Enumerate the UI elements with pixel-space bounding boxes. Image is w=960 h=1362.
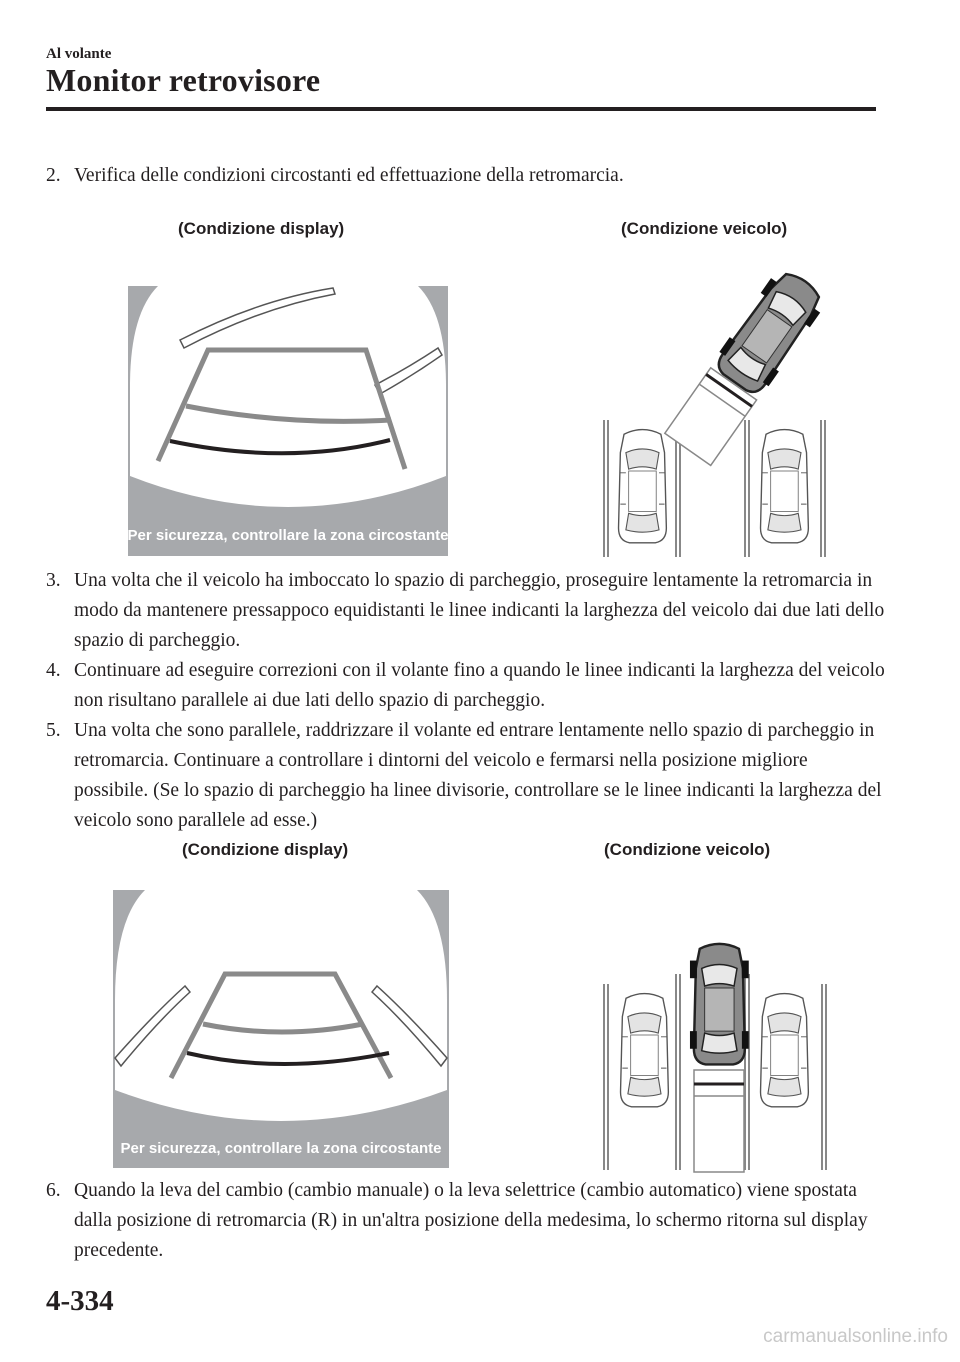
figure-1 [0,215,960,560]
display-screen-2 [113,890,449,1168]
step-number: 2. [46,165,61,186]
step-5 [46,716,886,836]
parked-car-right [761,994,809,1107]
caption-display-condition: (Condizione display) [178,219,345,238]
page-number: 4-334 [46,1285,114,1317]
vehicle-diagram-2 [596,934,841,1174]
display-screen-1 [128,286,448,556]
step-text: Continuare ad eseguire correzioni con il volante fino a quando le linee indicanti la larghezza del veicolo non risultano parallele ai due lati dello spazio di parcheggio. [74,660,885,711]
vehicle-diagram-1 [596,255,841,560]
parked-car-left [621,994,669,1107]
figure-2 [0,834,960,1170]
screen-warning-text: Per sicurezza, controllare la zona circostante [128,527,448,544]
parked-car-left [619,430,667,543]
page-title: Monitor retrovisore [46,62,321,98]
step-number: 6. [46,1180,61,1201]
reversing-car [663,264,830,466]
step-number: 4. [46,660,61,681]
section-heading: Al volante [46,46,112,62]
step-text: Una volta che sono parallele, raddrizzare il volante ed entrare lentamente nello spazio di parcheggio in retromarcia. Continuare a controllare i dintorni del veicolo e fermarsi nella posizione migliore possibile. (Se lo spazio di parcheggio ha linee divisorie, controllare se le linee indicanti la larghezza del veicolo sono parallele ad esse.) [74,720,882,831]
title-rule [46,107,876,111]
reversing-car [690,944,749,1065]
step-2 [46,161,886,191]
step-3 [46,566,886,656]
caption-display-condition: (Condizione display) [182,840,349,859]
step-number: 5. [46,720,61,741]
parked-car-right [761,430,809,543]
screen-warning-text: Per sicurezza, controllare la zona circostante [120,1140,442,1157]
step-text: Verifica delle condizioni circostanti ed effettuazione della retromarcia. [74,165,624,186]
step-text: Quando la leva del cambio (cambio manuale) o la leva selettrice (cambio automatico) viene spostata dalla posizione di retromarcia (R) in un'altra posizione della medesima, lo schermo ritorna sul display precedente. [74,1180,868,1261]
caption-vehicle-condition: (Condizione veicolo) [621,219,788,238]
step-4 [46,656,886,716]
step-text: Una volta che il veicolo ha imboccato lo spazio di parcheggio, proseguire lentamente la retromarcia in modo da mantenere pressappoco equidistanti le linee indicanti la larghezza del veicolo dai due lati dello spazio di parcheggio. [74,570,885,651]
watermark: carmanualsonline.info [763,1326,948,1347]
caption-vehicle-condition: (Condizione veicolo) [604,840,771,859]
step-number: 3. [46,570,61,591]
step-6 [46,1176,886,1266]
